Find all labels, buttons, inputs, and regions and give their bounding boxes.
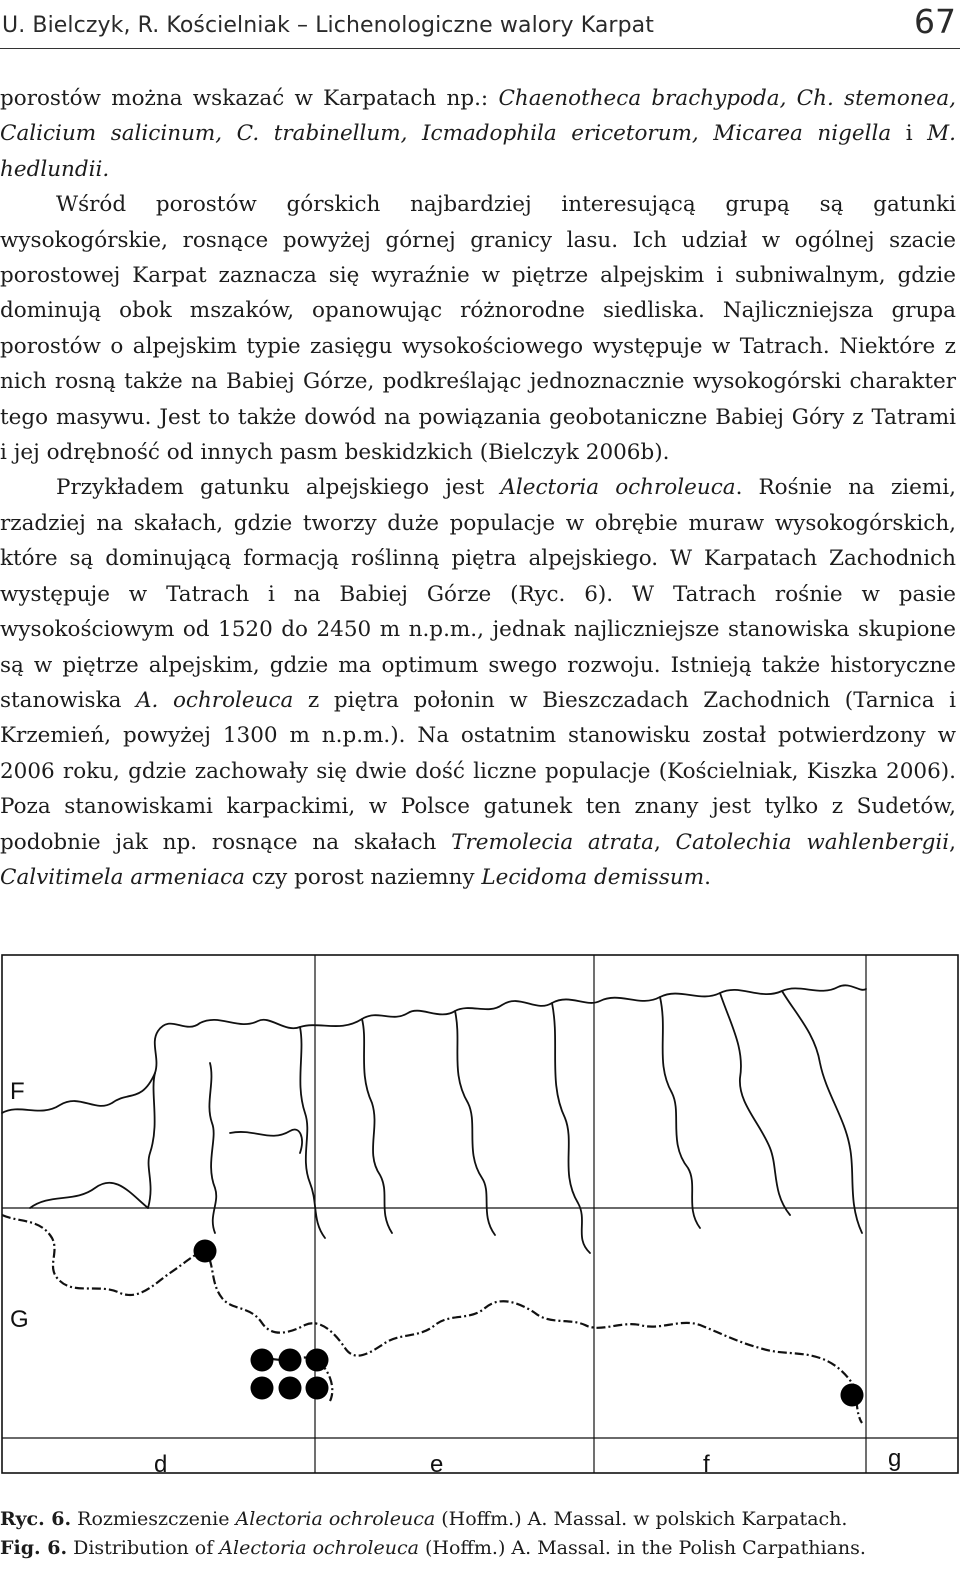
paragraph-1 xyxy=(0,81,956,187)
caption-en-species: Alectoria ochroleuca xyxy=(219,1537,419,1559)
map-frame xyxy=(2,955,958,1473)
locality-bieszczady xyxy=(841,1384,864,1407)
locality-tatra-6 xyxy=(306,1377,329,1400)
caption-pl-label: Ryc. 6. xyxy=(0,1508,72,1530)
species-catolechia: Catolechia wahlenbergii xyxy=(675,829,950,855)
locality-tatra-1 xyxy=(251,1349,274,1372)
caption-pl-text-b: (Hoffm.) A. Massal. w polskich Karpatach. xyxy=(435,1508,848,1530)
paragraph-2: Wśród porostów górskich najbardziej interesującą grupą są gatunki wysokogórskie, rosnące powyżej górnej granicy lasu. Ich udział w ogólnej szacie porostowej Karpat zaznacza się wyraźnie w piętrze alpejskim i subniwalnym, gdzie dominują obok mszaków, opanowując różnorodne siedliska. Najliczniejsza grupa porostów o alpejskim typie zasięgu wysokościowego występuje w Tatrach. Niektóre z nich rosną także na Babiej Górze, podkreślając jednoznacznie wysokogórski charakter tego masywu. Jest to także dowód na powiązania geobotaniczne Babiej Góry z Tatrami i jej odrębność od innych pasm beskidzkich (Bielczyk 2006b). xyxy=(0,192,956,466)
river-trib-1 xyxy=(148,1073,155,1208)
caption-en-text-b: (Hoffm.) A. Massal. in the Polish Carpathians. xyxy=(418,1537,866,1559)
species-tremolecia: Tremolecia atrata xyxy=(451,829,654,855)
locality-tatra-3 xyxy=(306,1349,329,1372)
p1-conj: i xyxy=(891,121,928,147)
p3-sep-1: , xyxy=(653,829,676,855)
p3-text-a: Przykładem gatunku alpejskiego jest xyxy=(56,475,501,501)
page-number: 67 xyxy=(914,2,956,41)
species-calvitimela: Calvitimela armeniaca xyxy=(0,864,245,890)
river-trib-7 xyxy=(660,997,700,1228)
river-trib-8 xyxy=(720,993,790,1215)
distribution-map xyxy=(0,953,960,1478)
p3-sep-2: , xyxy=(949,829,956,855)
caption-en-text-a: Distribution of xyxy=(67,1537,220,1559)
river-small xyxy=(230,1130,302,1153)
river-trib-6 xyxy=(552,1003,590,1253)
localities xyxy=(194,1240,864,1407)
col-label-d: d xyxy=(154,1451,168,1478)
caption-pl-species: Alectoria ochroleuca xyxy=(235,1508,436,1530)
col-label-g: g xyxy=(888,1445,902,1472)
running-header xyxy=(0,0,960,49)
river-west xyxy=(30,1183,148,1208)
species-a-ochroleuca: A. ochroleuca xyxy=(136,687,294,713)
species-alectoria: Alectoria ochroleuca xyxy=(500,475,736,501)
row-label-g: G xyxy=(10,1306,29,1333)
caption-en-label: Fig. 6. xyxy=(0,1537,68,1559)
rivers xyxy=(2,985,866,1253)
p3-end: . xyxy=(704,864,711,890)
caption-polish xyxy=(0,1508,960,1530)
col-label-e: e xyxy=(430,1451,444,1478)
p3-text-e: z piętra połonin w Bieszczadach Zachodnich (Tarnica i Krzemień, powyżej 1300 m n.p.m.). Na ostatnim stanowisku został potwierdzony w 2006 roku, gdzie zachowały się dwie dość liczne populacje (Kościelniak, Kiszka 2006). Poza stanowiskami karpackimi, w Polsce gatunek ten znany jest tylko z Sudetów, podobnie jak np. rosnące na skałach xyxy=(0,687,956,855)
river-trib-3 xyxy=(300,1027,325,1238)
locality-tatra-5 xyxy=(279,1377,302,1400)
river-trib-4 xyxy=(362,1019,392,1233)
river-main xyxy=(2,985,866,1113)
map-drawing xyxy=(0,953,960,1475)
running-title: U. Bielczyk, R. Kościelniak – Lichenologiczne walory Karpat xyxy=(2,13,654,38)
paragraph-3 xyxy=(0,470,956,895)
p3-text-k: czy porost naziemny xyxy=(244,864,482,890)
state-border xyxy=(2,1215,862,1423)
locality-tatra-2 xyxy=(279,1349,302,1372)
body-text xyxy=(0,81,956,895)
row-label-f: F xyxy=(10,1078,25,1105)
locality-tatra-4 xyxy=(251,1377,274,1400)
caption-english xyxy=(0,1537,960,1559)
p1-species-list: Chaenotheca brachypoda, Ch. stemonea, Calicium salicinum, C. trabinellum, Icmadophila ericetorum, Micarea nigella xyxy=(0,86,956,147)
p1-species-last: M. hedlundii. xyxy=(0,121,956,182)
river-trib-5 xyxy=(455,1011,495,1235)
locality-babia-gora xyxy=(194,1240,217,1263)
species-lecidoma: Lecidoma demissum xyxy=(481,864,705,890)
river-trib-9 xyxy=(782,991,862,1233)
col-label-f: f xyxy=(703,1451,710,1478)
p1-text: porostów można wskazać w Karpatach np.: xyxy=(0,86,499,111)
caption-pl-text-a: Rozmieszczenie xyxy=(71,1508,236,1530)
p3-text-c: . Rośnie na ziemi, rzadziej na skałach, gdzie tworzy duże populacje w obrębie muraw wysokogórskich, które są dominującą formacją roślinną piętra alpejskiego. W Karpatach Zachodnich występuje w Tatrach i na Babiej Górze (Ryc. 6). W Tatrach rośnie w pasie wysokościowym od 1520 do 2450 m n.p.m., jednak najliczniejsze stanowiska skupione są w piętrze alpejskim, gdzie ma optimum swego rozwoju. Istnieją także historyczne stanowiska xyxy=(0,475,956,713)
